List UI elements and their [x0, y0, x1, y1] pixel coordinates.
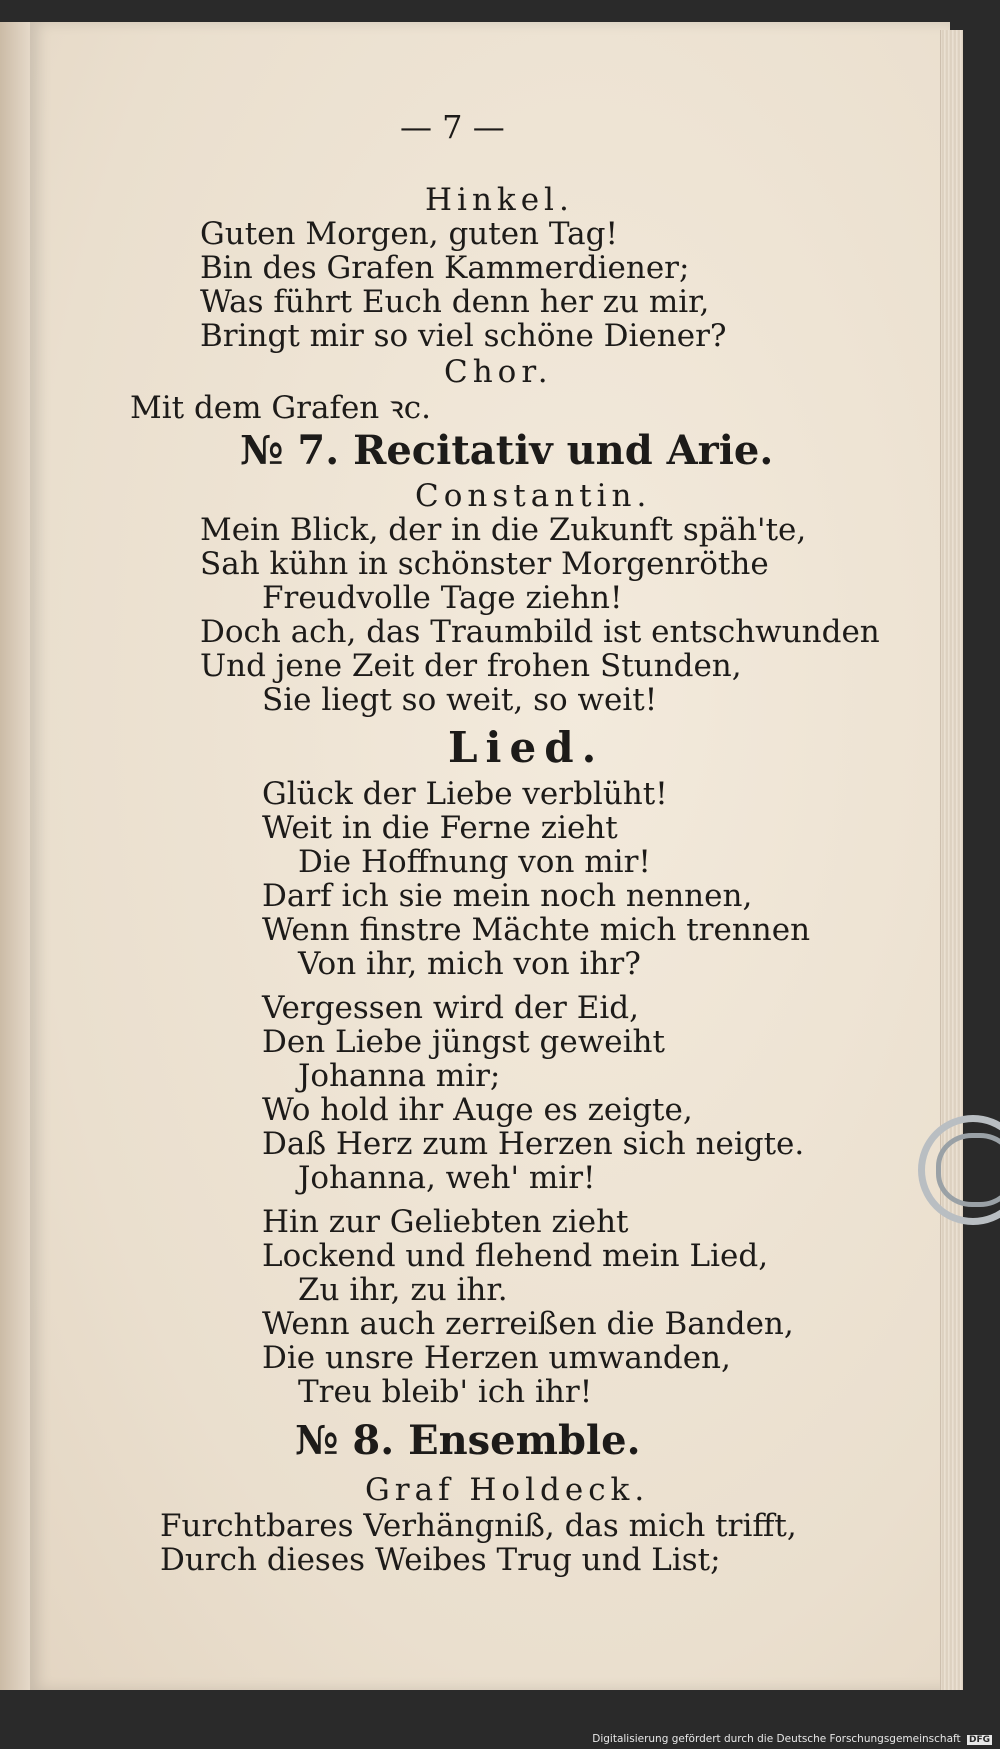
- verse-line: Bringt mir so viel schöne Diener?: [200, 318, 727, 354]
- verse-line: Bin des Grafen Kammerdiener;: [200, 250, 690, 286]
- verse-line: Sie liegt so weit, so weit!: [262, 682, 658, 718]
- book-spine: [0, 22, 30, 1690]
- speaker-heading: Constantin.: [415, 478, 652, 514]
- verse-line: Daß Herz zum Herzen sich neigte.: [262, 1126, 805, 1162]
- verse-line: Treu bleib' ich ihr!: [298, 1374, 593, 1410]
- verse-line: Mein Blick, der in die Zukunft späh'te,: [200, 512, 807, 548]
- verse-line: Mit dem Grafen ꝛc.: [130, 390, 432, 426]
- verse-line: Von ihr, mich von ihr?: [298, 946, 641, 982]
- speaker-heading: Chor.: [444, 354, 553, 390]
- verse-line: Hin zur Geliebten zieht: [262, 1204, 629, 1240]
- verse-line: Und jene Zeit der frohen Stunden,: [200, 648, 742, 684]
- verse-line: Johanna, weh' mir!: [298, 1160, 596, 1196]
- paper-clip-inner: [936, 1133, 1000, 1207]
- verse-line: Weit in die Ferne zieht: [262, 810, 618, 846]
- verse-line: Furchtbares Verhängniß, das mich trifft,: [160, 1508, 797, 1544]
- verse-line: Den Liebe jüngst geweiht: [262, 1024, 665, 1060]
- verse-line: Zu ihr, zu ihr.: [298, 1272, 508, 1308]
- section-heading: Lied.: [448, 723, 605, 772]
- dfg-logo: DFG: [968, 1735, 990, 1745]
- verse-line: Die Hoffnung von mir!: [298, 844, 651, 880]
- verse-line: Glück der Liebe verblüht!: [262, 776, 668, 812]
- page-number: — 7 —: [400, 108, 505, 146]
- verse-line: Was führt Euch denn her zu mir,: [200, 284, 710, 320]
- verse-line: Johanna mir;: [298, 1058, 501, 1094]
- digitization-footer: [592, 1733, 992, 1745]
- verse-line: Sah kühn in schönster Morgenröthe: [200, 546, 769, 582]
- verse-line: Die unsre Herzen umwanden,: [262, 1340, 731, 1376]
- verse-line: Darf ich sie mein noch nennen,: [262, 878, 753, 914]
- verse-line: Wenn auch zerreißen die Banden,: [262, 1306, 794, 1342]
- speaker-heading: Hinkel.: [425, 182, 574, 218]
- verse-line: Wenn finstre Mächte mich trennen: [262, 912, 811, 948]
- verse-line: Lockend und flehend mein Lied,: [262, 1238, 769, 1274]
- verse-line: Vergessen wird der Eid,: [262, 990, 639, 1026]
- verse-line: Freudvolle Tage ziehn!: [262, 580, 623, 616]
- verse-line: Guten Morgen, guten Tag!: [200, 216, 618, 252]
- verse-line: Durch dieses Weibes Trug und List;: [160, 1542, 721, 1578]
- verse-line: Doch ach, das Traumbild ist entschwunden: [200, 614, 880, 650]
- footer-text: Digitalisierung gefördert durch die Deutsche Forschungsgemeinschaft: [592, 1733, 961, 1745]
- verse-line: Wo hold ihr Auge es zeigte,: [262, 1092, 693, 1128]
- number-heading: № 8. Ensemble.: [295, 1417, 641, 1464]
- number-heading: № 7. Recitativ und Arie.: [240, 427, 774, 474]
- page-edges: [940, 30, 963, 1690]
- speaker-heading: Graf Holdeck.: [365, 1472, 650, 1508]
